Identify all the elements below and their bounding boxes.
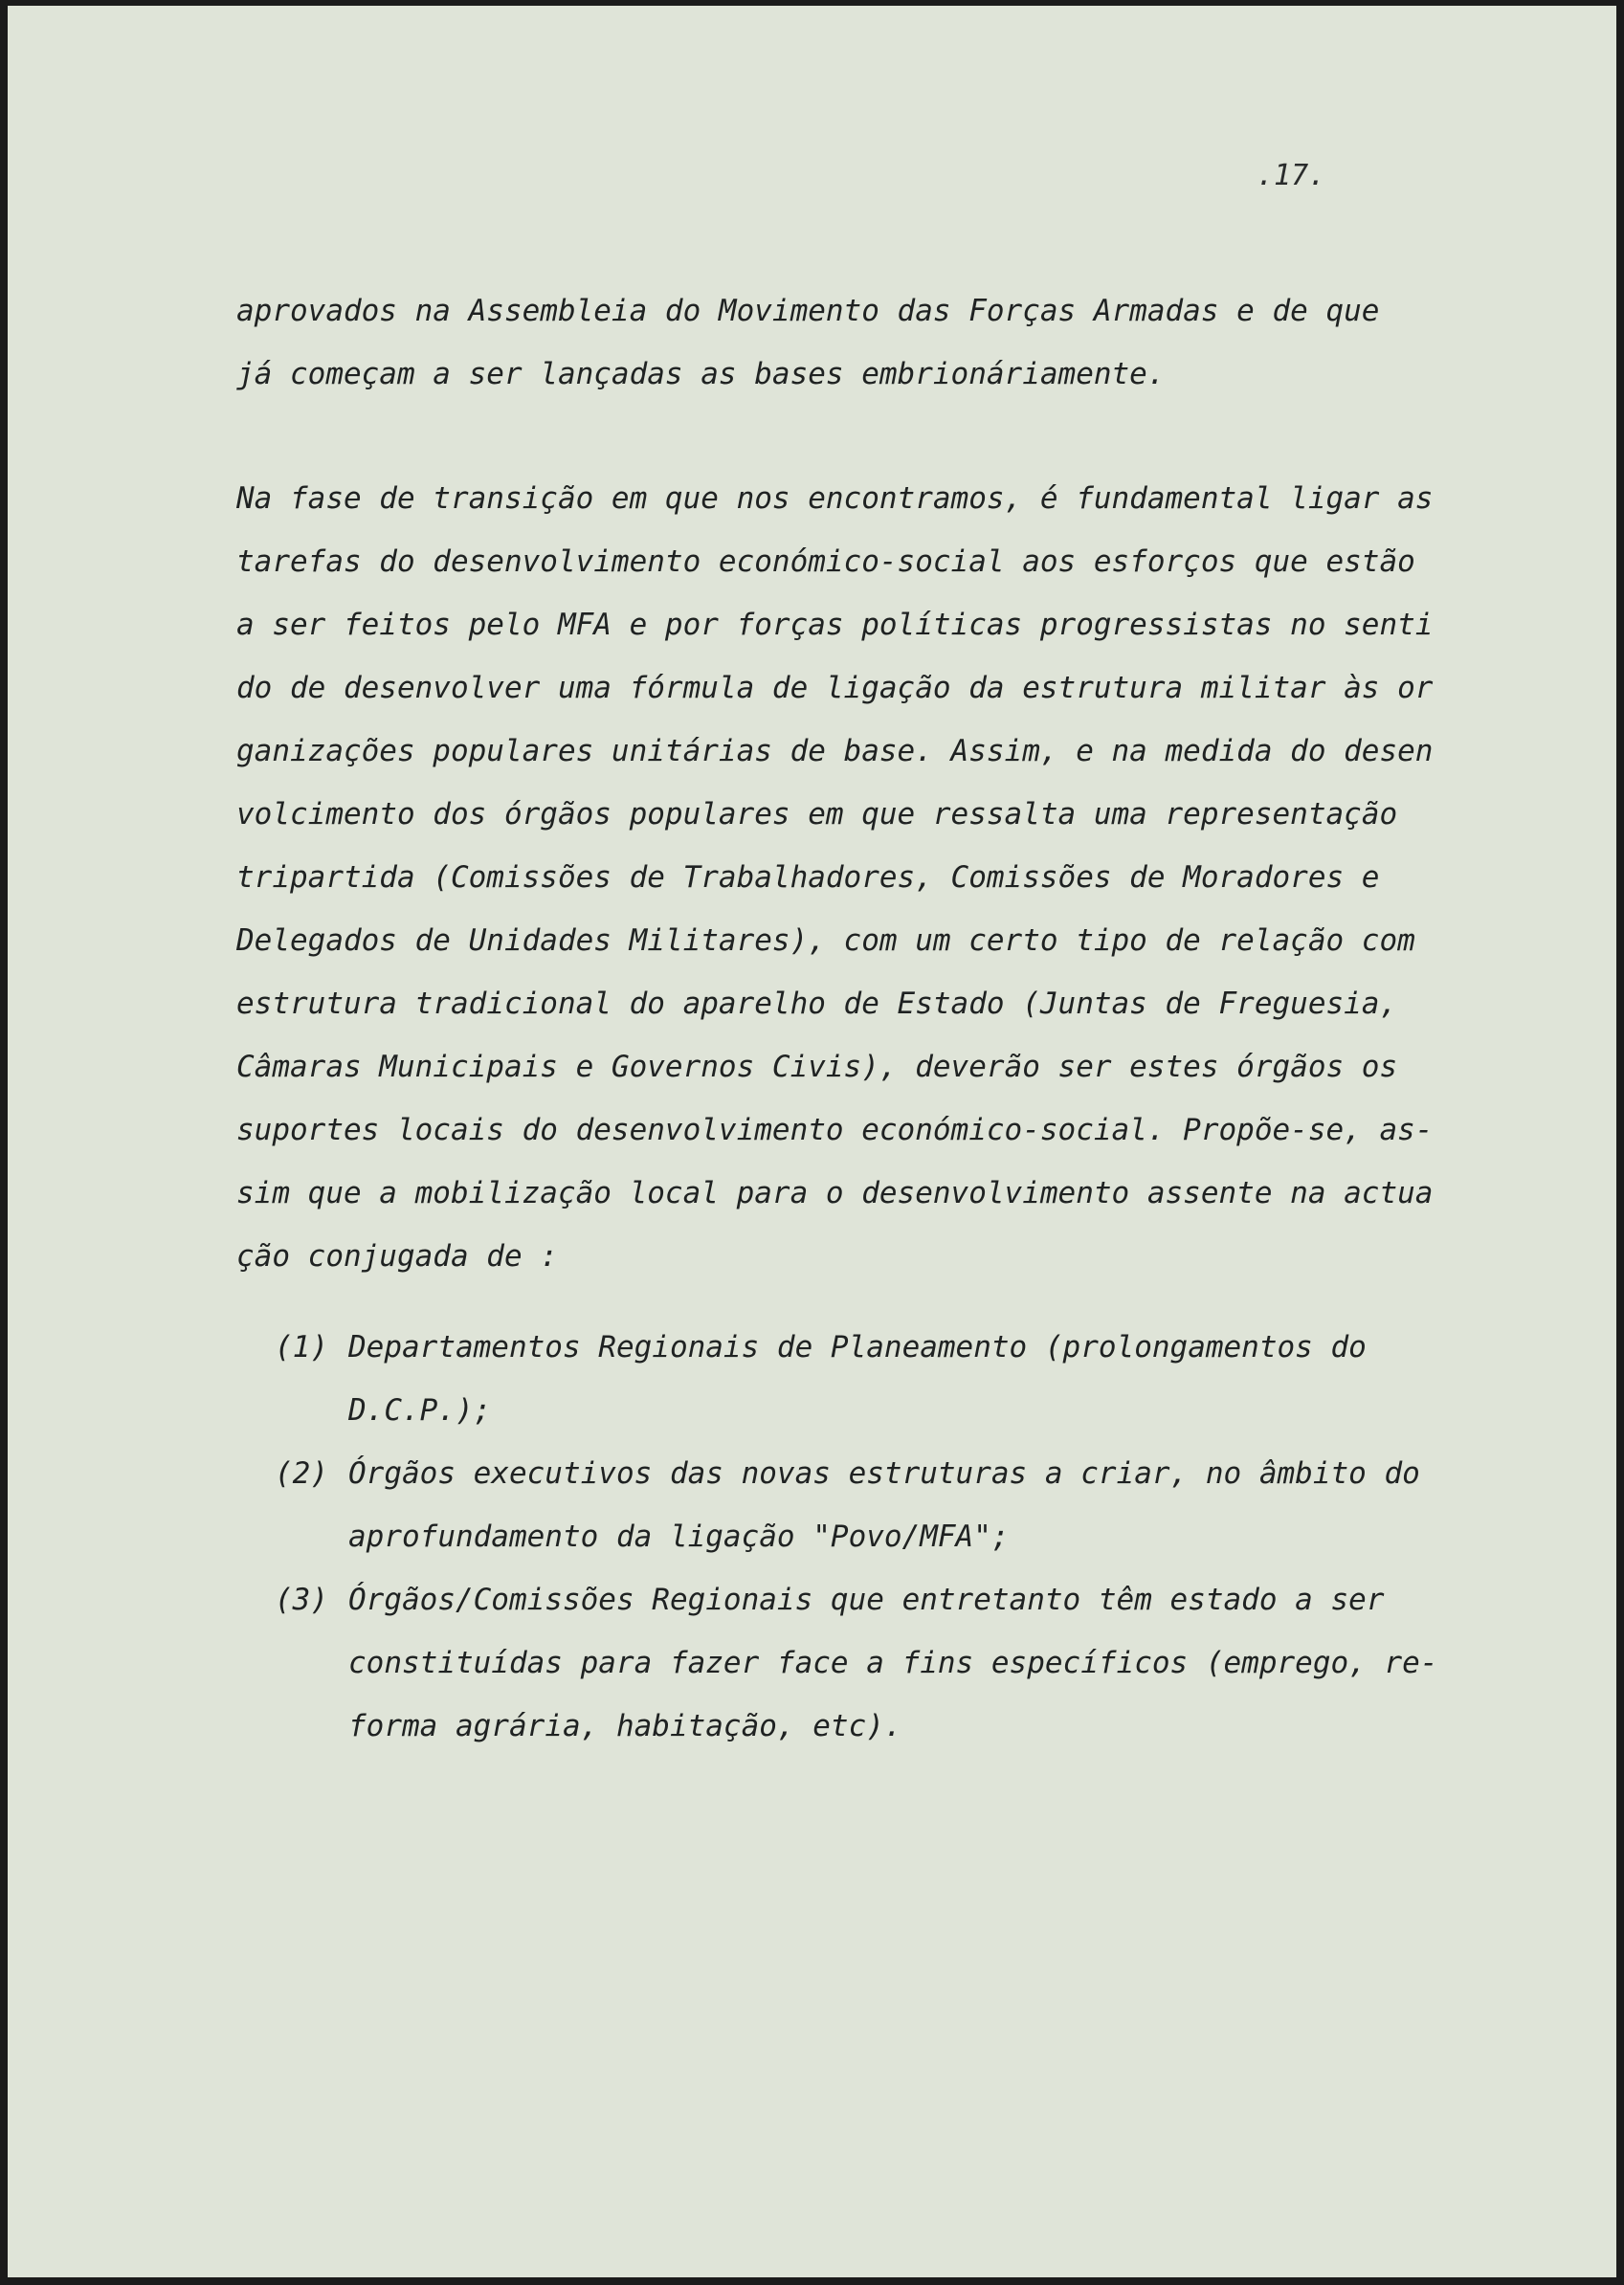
text-line: Delegados de Unidades Militares), com um certo tipo de relação com [236, 923, 1415, 958]
paragraph-2 [236, 467, 1433, 1288]
text-line: suportes locais do desenvolvimento económico-social. Propõe-se, as- [236, 1113, 1434, 1147]
text-line: Na fase de transição em que nos encontramos, é fundamental ligar as [236, 481, 1434, 516]
text-line: Câmaras Municipais e Governos Civis), deverão ser estes órgãos os [236, 1050, 1398, 1084]
text-line: forma agrária, habitação, etc). [348, 1709, 902, 1743]
page-number: .17. [1257, 159, 1326, 192]
text-line: aprofundamento da ligação "Povo/MFA"; [348, 1520, 1010, 1554]
text-line: volcimento dos órgãos populares em que ressalta uma representação [236, 797, 1398, 832]
text-line: ção conjugada de : [236, 1239, 558, 1274]
text-line: aprovados na Assembleia do Movimento das Forças Armadas e de que [236, 294, 1380, 328]
text-line: tripartida (Comissões de Trabalhadores, Comissões de Moradores e [236, 860, 1380, 895]
document-page [8, 6, 1616, 2277]
list-marker: (1) [275, 1330, 328, 1364]
text-line: do de desenvolver uma fórmula de ligação da estrutura militar às or [236, 671, 1434, 705]
text-line: sim que a mobilização local para o desenvolvimento assente na actua [236, 1176, 1434, 1210]
text-line: ganizações populares unitárias de base. Assim, e na medida do desen [236, 734, 1434, 768]
list-marker: (2) [275, 1456, 328, 1491]
text-line: a ser feitos pelo MFA e por forças políticas progressistas no senti [236, 608, 1434, 642]
text-line: tarefas do desenvolvimento económico-social aos esforços que estão [236, 544, 1415, 579]
list-item [275, 1568, 1437, 1758]
paragraph-1 [236, 279, 1379, 406]
text-line: Órgãos/Comissões Regionais que entretanto têm estado a ser [348, 1583, 1385, 1617]
list-item [275, 1442, 1437, 1568]
text-line: Órgãos executivos das novas estruturas a criar, no âmbito do [348, 1456, 1420, 1491]
text-line: já começam a ser lançadas as bases embrionáriamente. [236, 357, 1166, 391]
text-line: estrutura tradicional do aparelho de Estado (Juntas de Freguesia, [236, 987, 1398, 1021]
text-line: constituídas para fazer face a fins específicos (emprego, re- [348, 1646, 1438, 1680]
list-marker: (3) [275, 1583, 328, 1617]
numbered-list [275, 1316, 1437, 1758]
text-line: D.C.P.); [348, 1393, 492, 1428]
list-item [275, 1316, 1437, 1442]
text-line: Departamentos Regionais de Planeamento (prolongamentos do [348, 1330, 1367, 1364]
